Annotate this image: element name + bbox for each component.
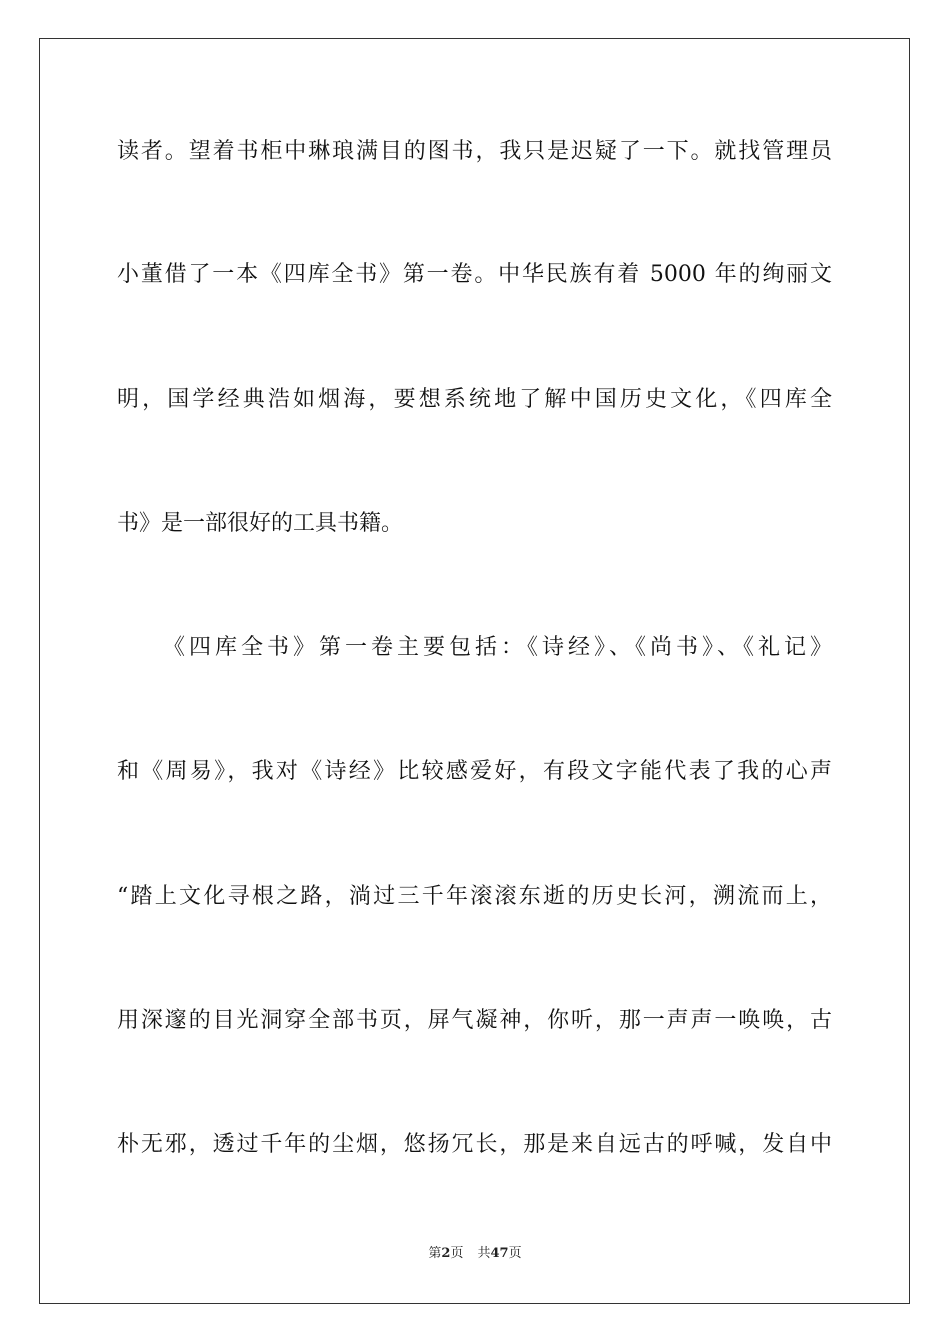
text-line: 小董借了一本《四库全书》第一卷。中华民族有着 5000 年的绚丽文 [117,262,832,287]
page-footer [0,1245,950,1263]
text-line: 《四库全书》第一卷主要包括：《诗经》、《尚书》、《礼记》 [163,635,832,660]
text-line: 书》是一部很好的工具书籍。 [117,511,404,536]
page-border [39,38,910,1304]
text-line: “踏上文化寻根之路，淌过三千年滚滚东逝的历史长河，溯流而上， [117,884,832,909]
text-line: 用深邃的目光洞穿全部书页，屏气凝神，你听，那一声声一唤唤，古 [117,1008,832,1033]
page-prefix: 第 [428,1246,442,1261]
text-line: 朴无邪，透过千年的尘烟，悠扬冗长，那是来自远古的呼喊，发自中 [117,1132,832,1157]
text-line: 和《周易》，我对《诗经》比较感爱好，有段文字能代表了我的心声 [117,759,832,784]
page-number: 2 [441,1246,451,1261]
text-line: 读者。望着书柜中琳琅满目的图书，我只是迟疑了一下。就找管理员 [117,139,832,164]
text-line: 明，国学经典浩如烟海，要想系统地了解中国历史文化，《四库全 [117,387,832,412]
total-prefix: 共 [477,1246,491,1261]
total-pages: 47 [490,1246,509,1261]
total-suffix: 页 [508,1246,522,1261]
page-suffix: 页 [450,1246,464,1261]
